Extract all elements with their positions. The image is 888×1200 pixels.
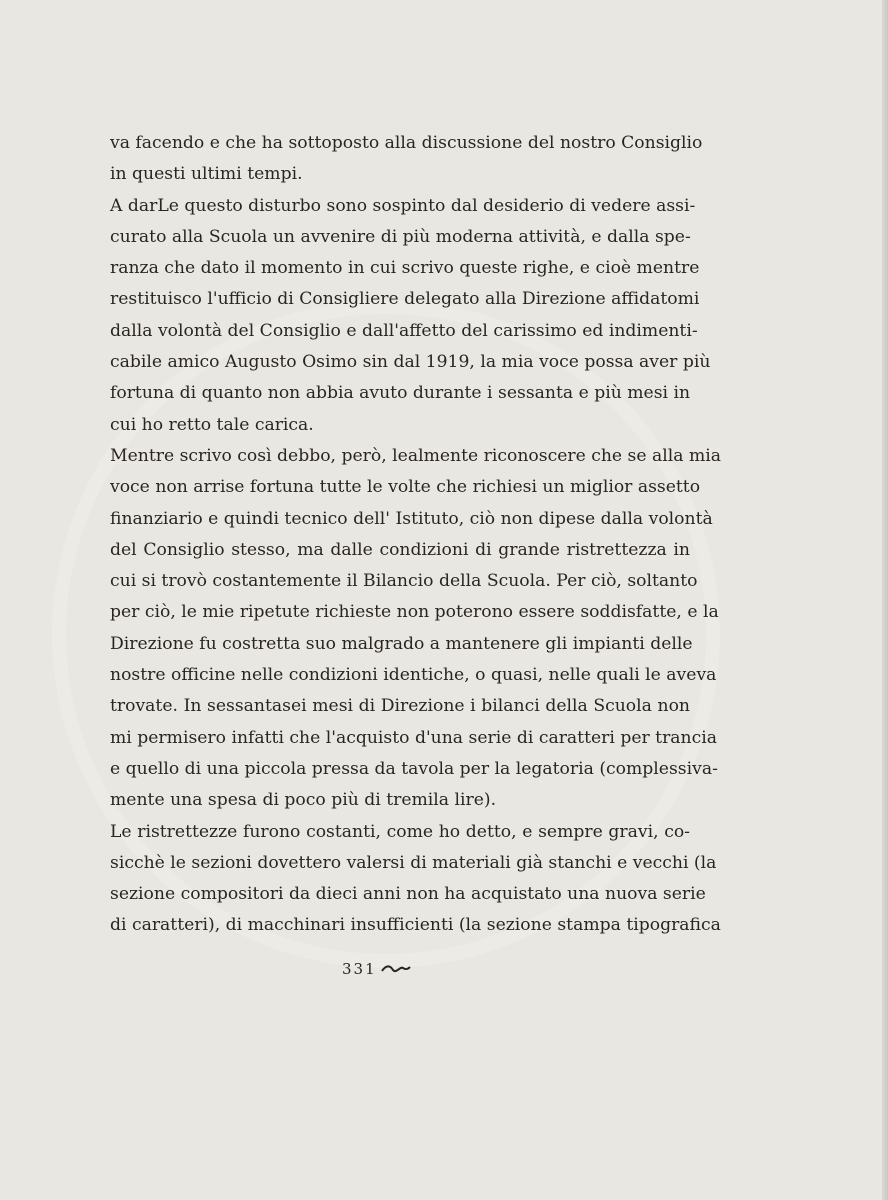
text-line: fortuna di quanto non abbia avuto durante i sessanta e più mesi in xyxy=(110,383,691,404)
page-number: 331 xyxy=(342,960,377,978)
text-line: finanziario e quindi tecnico dell' Istituto, ciò non dipese dalla volontà xyxy=(110,508,713,529)
text-line: ranza che dato il momento in cui scrivo queste righe, e cioè mentre xyxy=(110,258,700,279)
text-line: Direzione fu costretta suo malgrado a mantenere gli impianti delle xyxy=(110,633,693,654)
text-line: per ciò, le mie ripetute richieste non poterono essere soddisfatte, e la xyxy=(110,602,719,623)
text-line: A darLe questo disturbo sono sospinto dal desiderio di vedere assi- xyxy=(110,195,696,216)
text-line: Mentre scrivo così debbo, però, lealmente riconoscere che se alla mia xyxy=(110,445,721,466)
text-line: nostre officine nelle condizioni identiche, o quasi, nelle quali le aveva xyxy=(110,665,717,686)
text-line: cabile amico Augusto Osimo sin dal 1919, la mia voce possa aver più xyxy=(110,352,711,373)
flourish-ornament-icon xyxy=(381,963,411,975)
text-line: e quello di una piccola pressa da tavola per la legatoria (complessiva- xyxy=(110,758,718,779)
text-line: curato alla Scuola un avvenire di più moderna attività, e dalla spe- xyxy=(110,226,691,247)
text-line: trovate. In sessantasei mesi di Direzione i bilanci della Scuola non xyxy=(110,696,690,717)
text-line: dalla volontà del Consiglio e dall'affetto del carissimo ed indimenti- xyxy=(110,320,698,341)
text-line: mente una spesa di poco più di tremila lire). xyxy=(110,790,497,811)
text-line: cui ho retto tale carica. xyxy=(110,414,314,435)
text-line: sicchè le sezioni dovettero valersi di materiali già stanchi e vecchi (la xyxy=(110,852,717,873)
text-line: restituisco l'ufficio di Consigliere delegato alla Direzione affidatomi xyxy=(110,289,700,310)
text-line: in questi ultimi tempi. xyxy=(110,164,303,185)
text-line: cui si trovò costantemente il Bilancio della Scuola. Per ciò, soltanto xyxy=(110,571,698,592)
page-footer xyxy=(342,960,411,978)
text-line: va facendo e che ha sottoposto alla discussione del nostro Consiglio xyxy=(110,133,703,153)
page-edge xyxy=(882,0,888,1200)
text-line: Le ristrettezze furono costanti, come ho detto, e sempre gravi, co- xyxy=(110,821,690,842)
text-line: mi permisero infatti che l'acquisto d'una serie di caratteri per trancia xyxy=(110,727,717,748)
text-line: voce non arrise fortuna tutte le volte che richiesi un miglior assetto xyxy=(110,477,701,498)
text-line: di caratteri), di macchinari insufficienti (la sezione stampa tipografica xyxy=(110,915,721,936)
text-line: sezione compositori da dieci anni non ha acquistato una nuova serie xyxy=(110,884,706,905)
text-line: del Consiglio stesso, ma dalle condizioni di grande ristrettezza in xyxy=(110,539,690,560)
body-text xyxy=(110,128,721,942)
